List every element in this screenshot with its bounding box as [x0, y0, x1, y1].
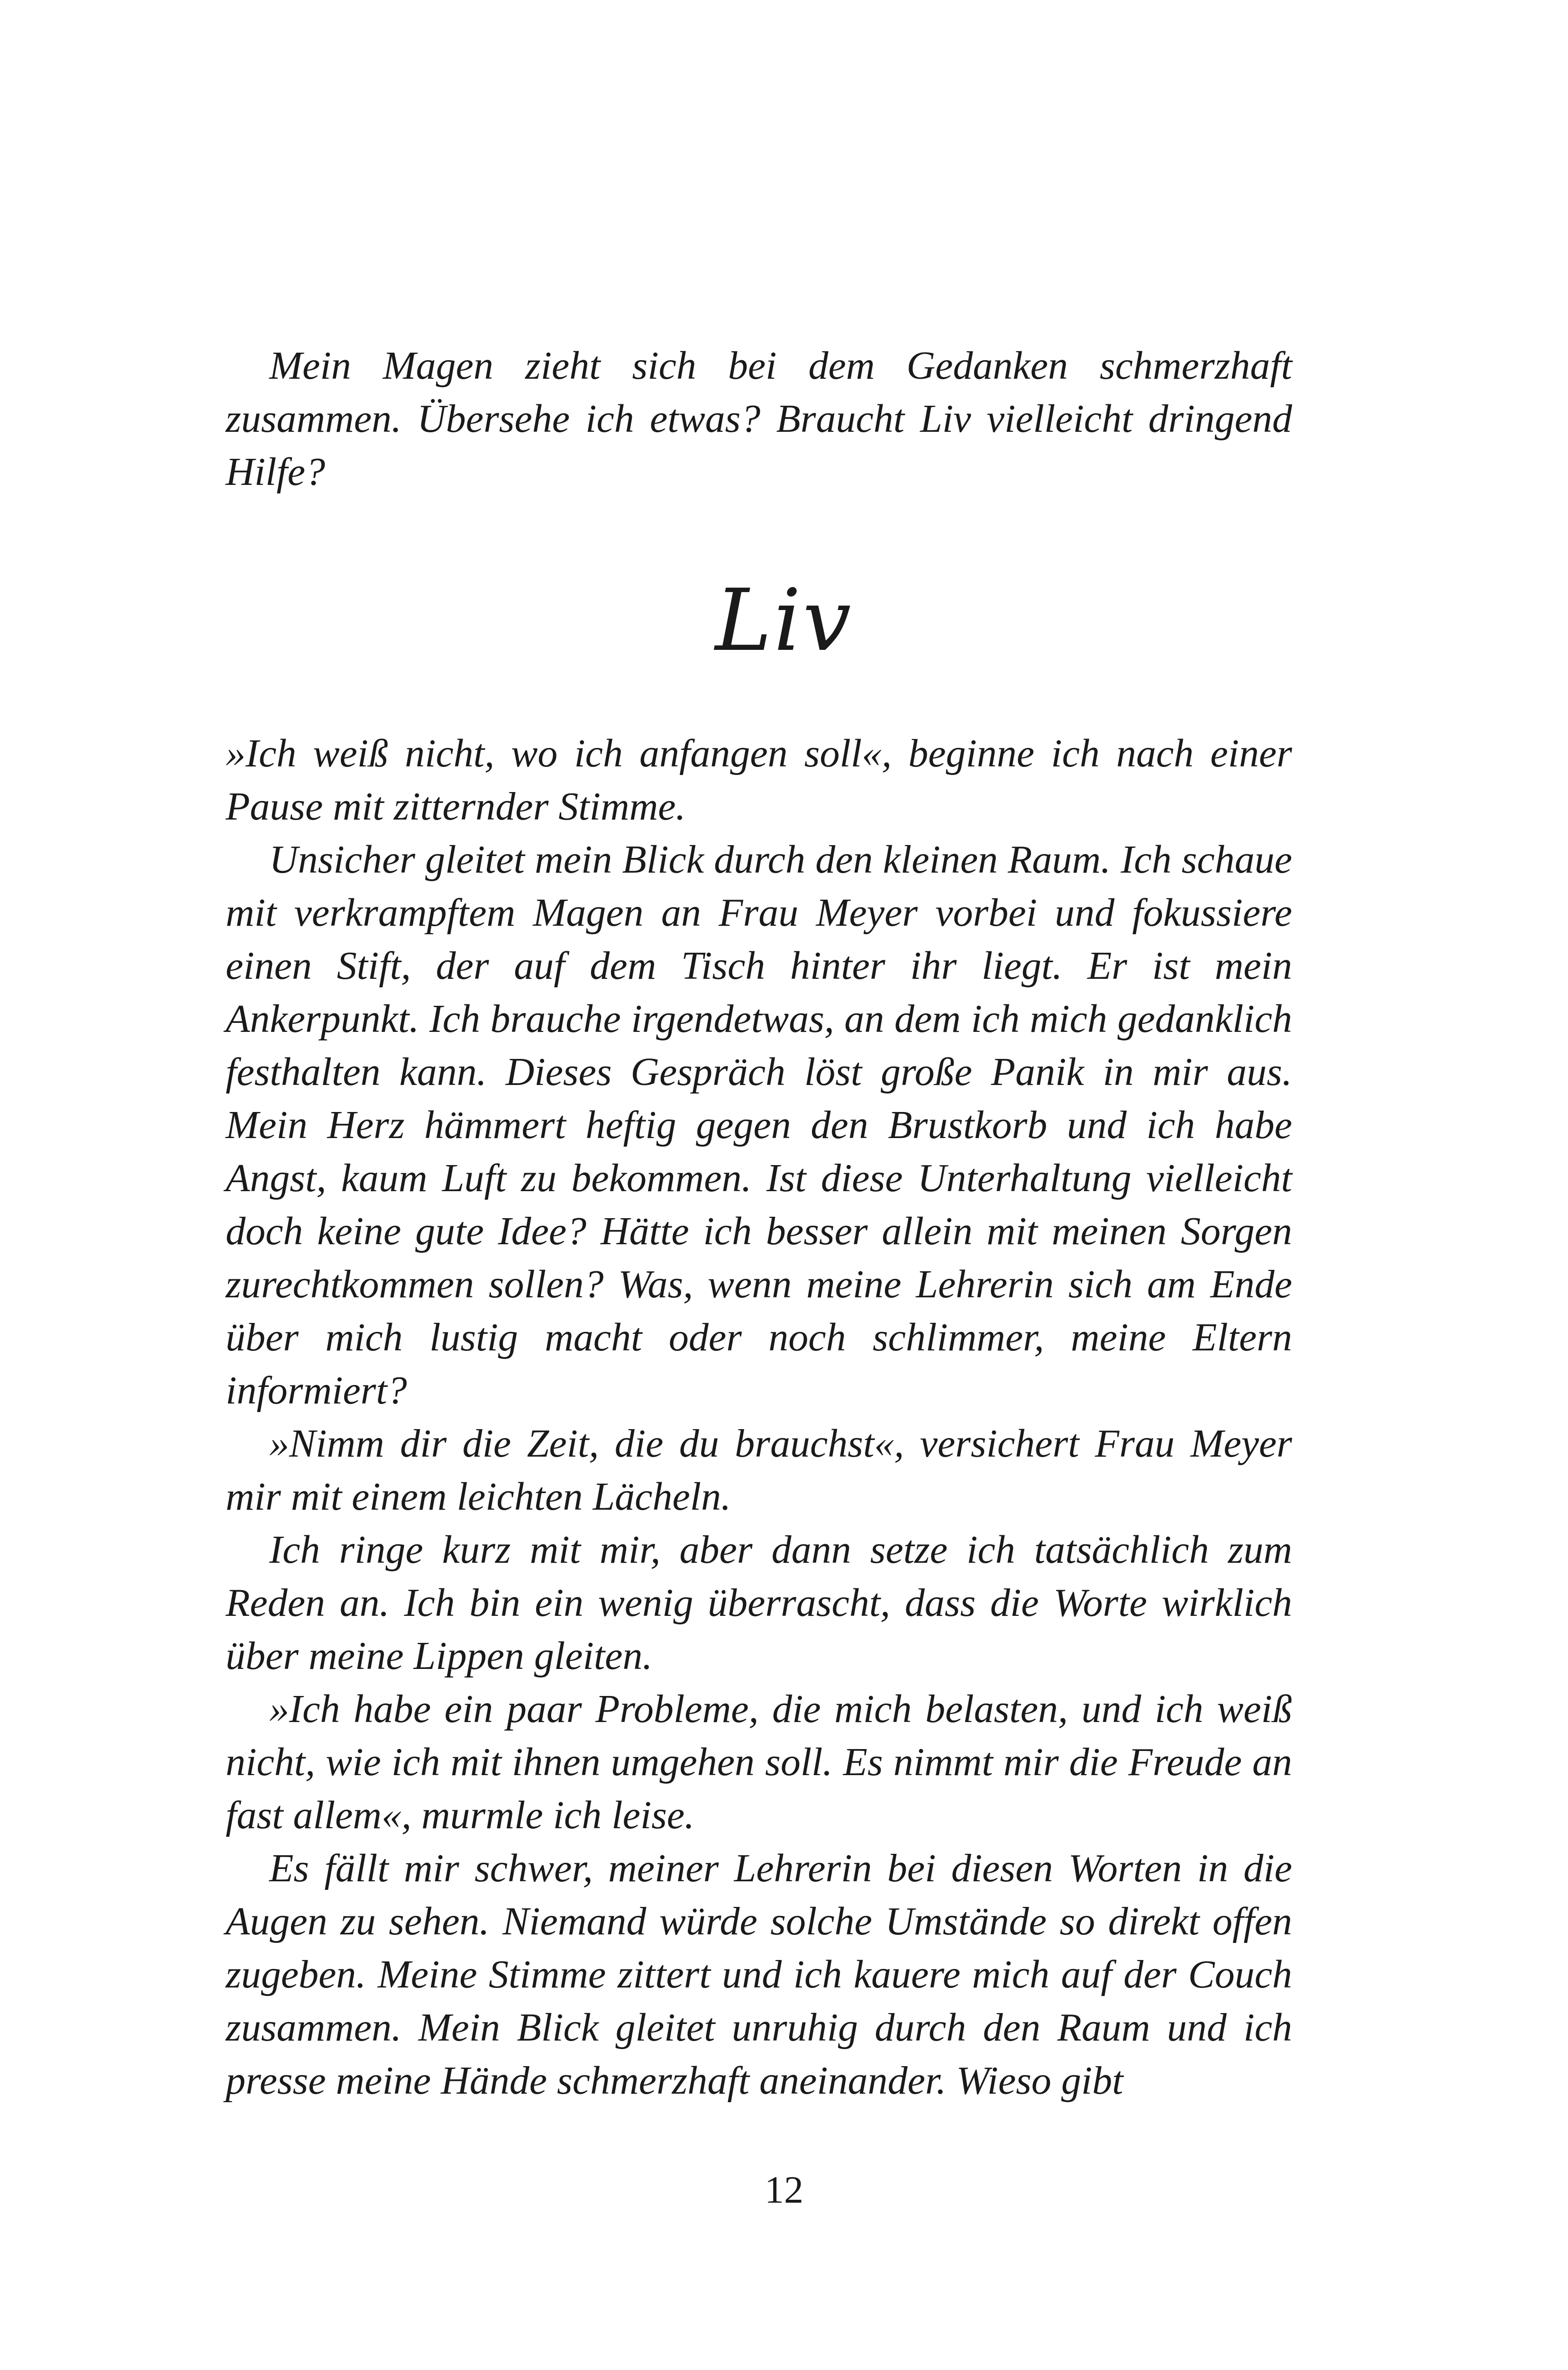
paragraph: Ich ringe kurz mit mir, aber dann setze ich tatsächlich zum Reden an. Ich bin ein wenig überrascht, dass die Worte wirklich über meine Lippen gleiten.: [226, 1528, 1292, 1678]
paragraph: »Ich weiß nicht, wo ich anfangen soll«, beginne ich nach einer Pause mit zitternder Stimme.: [226, 731, 1292, 829]
paragraph: »Nimm dir die Zeit, die du brauchst«, versichert Frau Meyer mir mit einem leichten Lächeln.: [226, 1422, 1292, 1519]
text-block-top: [226, 339, 1292, 499]
page-number: 12: [765, 2168, 803, 2211]
paragraph: »Ich habe ein paar Probleme, die mich belasten, und ich weiß nicht, wie ich mit ihnen umgehen soll. Es nimmt mir die Freude an fast allem«, murmle ich leise.: [226, 1687, 1292, 1837]
paragraph: Unsicher gleitet mein Blick durch den kleinen Raum. Ich schaue mit verkrampftem Magen an Frau Meyer vorbei und fokussiere einen Stift, der auf dem Tisch hinter ihr liegt. Er ist mein Ankerpunkt. Ich brauche irgendetwas, an dem ich mich gedanklich festhalten kann. Dieses Gespräch löst große Panik in mir aus. Mein Herz hämmert heftig gegen den Brustkorb und ich habe Angst, kaum Luft zu bekommen. Ist diese Unterhaltung vielleicht doch keine gute Idee? Hätte ich besser allein mit meinen Sorgen zurechtkommen sollen? Was, wenn meine Lehrerin sich am Ende über mich lustig macht oder noch schlimmer, meine Eltern informiert?: [226, 838, 1292, 1413]
chapter-heading: Liv: [715, 571, 853, 670]
paragraph: Mein Magen zieht sich bei dem Gedanken schmerzhaft zusammen. Übersehe ich etwas? Braucht Liv vielleicht dringend Hilfe?: [226, 344, 1292, 494]
paragraph: Es fällt mir schwer, meiner Lehrerin bei diesen Worten in die Augen zu sehen. Niemand würde solche Umstände so direkt offen zugeben. Meine Stimme zittert und ich kauere mich auf der Couch zusammen. Mein Blick gleitet unruhig durch den Raum und ich presse meine Hände schmerzhaft aneinander. Wieso gibt: [226, 1846, 1292, 2103]
text-block-main: [226, 727, 1292, 2107]
